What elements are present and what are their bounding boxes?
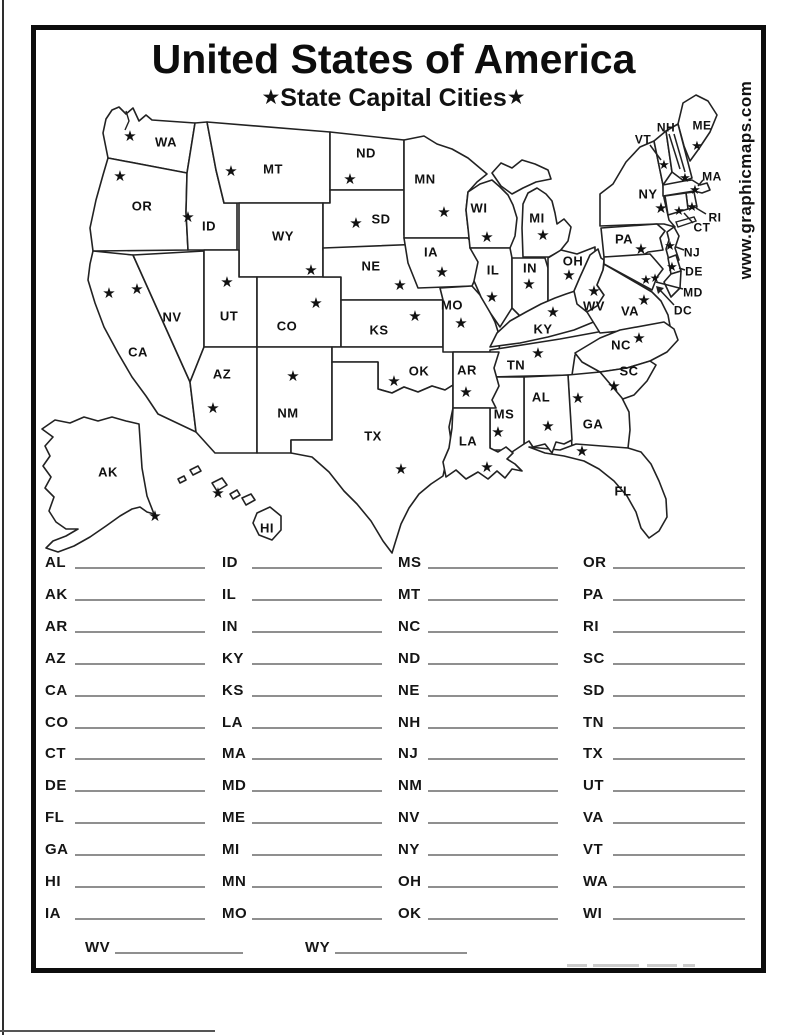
capital-star-icon-MT: ★ bbox=[224, 162, 238, 180]
list-item-OH bbox=[398, 873, 558, 890]
list-item-IN bbox=[222, 618, 382, 635]
state-abbr-label: WA bbox=[583, 873, 609, 890]
state-shape-CO bbox=[257, 277, 341, 347]
capital-star-icon-KS: ★ bbox=[408, 307, 422, 325]
answer-line-TN[interactable] bbox=[613, 727, 745, 729]
answer-line-SC[interactable] bbox=[613, 663, 745, 665]
capital-star-icon-DC: ★ bbox=[649, 271, 661, 285]
state-abbr-label: UT bbox=[583, 777, 604, 794]
list-item-HI bbox=[45, 873, 205, 890]
capital-star-icon-NV: ★ bbox=[130, 280, 144, 298]
capital-star-icon-FL: ★ bbox=[575, 442, 589, 460]
list-item-TN bbox=[583, 714, 745, 731]
state-abbr-label: CO bbox=[45, 714, 69, 731]
capital-star-icon-AL: ★ bbox=[541, 417, 555, 435]
capital-star-icon-IL: ★ bbox=[485, 288, 499, 306]
list-item-MA bbox=[222, 745, 382, 762]
answer-line-VT[interactable] bbox=[613, 854, 745, 856]
capital-star-icon-VT: ★ bbox=[658, 158, 670, 173]
state-abbr-label: NE bbox=[398, 682, 420, 699]
state-label-KY: KY bbox=[533, 321, 553, 337]
answer-line-SD[interactable] bbox=[613, 695, 745, 697]
capital-star-icon-OK: ★ bbox=[387, 372, 401, 390]
state-label-MI: MI bbox=[529, 210, 545, 226]
answer-line-IL[interactable] bbox=[252, 599, 382, 601]
state-label-OR: OR bbox=[131, 198, 153, 214]
state-label-TN: TN bbox=[506, 357, 526, 373]
state-abbr-label: AR bbox=[45, 618, 68, 635]
state-shape-AK bbox=[42, 417, 154, 552]
list-item-MD bbox=[222, 777, 382, 794]
capital-star-icon-AR: ★ bbox=[459, 383, 473, 401]
subtitle-text: State Capital Cities bbox=[280, 84, 507, 112]
list-item-IA bbox=[45, 905, 205, 922]
capital-star-icon-PA: ★ bbox=[634, 240, 648, 258]
capital-star-icon-LA: ★ bbox=[480, 458, 494, 476]
state-abbr-label: IA bbox=[45, 905, 61, 922]
state-abbr-label: DE bbox=[45, 777, 67, 794]
star-icon: ★ bbox=[506, 85, 526, 109]
list-item-NJ bbox=[398, 745, 558, 762]
list-item-SD bbox=[583, 682, 745, 699]
state-abbr-label: PA bbox=[583, 586, 604, 603]
state-label-WV: WV bbox=[583, 298, 605, 314]
state-abbr-label: AZ bbox=[45, 650, 66, 667]
state-abbr-label: NV bbox=[398, 809, 420, 826]
capital-star-icon-ND: ★ bbox=[343, 170, 357, 188]
list-item-MI bbox=[222, 841, 382, 858]
state-label-KS: KS bbox=[369, 322, 389, 338]
list-item-PA bbox=[583, 586, 745, 603]
state-label-AL: AL bbox=[531, 389, 551, 405]
list-item-LA bbox=[222, 714, 382, 731]
scan-smudge bbox=[593, 964, 639, 967]
state-shape-KS bbox=[341, 300, 443, 347]
state-abbr-label: AK bbox=[45, 586, 68, 603]
answer-line-FL[interactable] bbox=[75, 822, 205, 824]
answer-line-IN[interactable] bbox=[252, 631, 382, 633]
answer-line-MA[interactable] bbox=[252, 758, 382, 760]
list-item-IL bbox=[222, 586, 382, 603]
state-abbr-label: OK bbox=[398, 905, 422, 922]
page-title: United States of America bbox=[151, 36, 636, 82]
list-item-WV bbox=[85, 939, 243, 956]
list-item-MN bbox=[222, 873, 382, 890]
state-abbr-label: CA bbox=[45, 682, 68, 699]
capital-star-icon-NY: ★ bbox=[654, 199, 668, 217]
capital-star-icon-NC: ★ bbox=[632, 329, 646, 347]
answer-line-NH[interactable] bbox=[428, 727, 558, 729]
state-label-MT: MT bbox=[263, 161, 283, 177]
answer-line-CO[interactable] bbox=[75, 727, 205, 729]
state-label-AK: AK bbox=[98, 464, 118, 480]
state-label-CA: CA bbox=[128, 344, 148, 360]
state-abbr-label: KS bbox=[222, 682, 244, 699]
state-abbr-label: KY bbox=[222, 650, 244, 667]
capital-star-icon-HI: ★ bbox=[211, 484, 225, 502]
capital-star-icon-ID: ★ bbox=[181, 208, 195, 226]
state-shape-HI bbox=[242, 494, 255, 505]
capital-star-icon-TX: ★ bbox=[394, 460, 408, 478]
answer-line-CT[interactable] bbox=[75, 758, 205, 760]
list-item-TX bbox=[583, 745, 745, 762]
list-item-OK bbox=[398, 905, 558, 922]
state-abbr-label: NJ bbox=[398, 745, 419, 762]
list-item-ND bbox=[398, 650, 558, 667]
answer-line-NJ[interactable] bbox=[428, 758, 558, 760]
list-item-ID bbox=[222, 554, 382, 571]
answer-line-AK[interactable] bbox=[75, 599, 205, 601]
state-abbr-label: MI bbox=[222, 841, 240, 858]
capital-star-icon-WA: ★ bbox=[123, 127, 137, 145]
website-credit: www.graphicmaps.com bbox=[736, 80, 755, 280]
capital-star-icon-VA: ★ bbox=[637, 291, 651, 309]
capital-star-icon-MI: ★ bbox=[536, 226, 550, 244]
capital-star-icon-OR: ★ bbox=[113, 167, 127, 185]
list-item-MO bbox=[222, 905, 382, 922]
list-item-WA bbox=[583, 873, 745, 890]
state-shape-ND bbox=[330, 132, 404, 190]
answer-line-ND[interactable] bbox=[428, 663, 558, 665]
answer-line-AR[interactable] bbox=[75, 631, 205, 633]
capital-star-icon-SD: ★ bbox=[349, 214, 363, 232]
list-item-AK bbox=[45, 586, 205, 603]
answer-line-MD[interactable] bbox=[252, 790, 382, 792]
capital-star-icon-OH: ★ bbox=[562, 266, 576, 284]
state-abbr-label: MO bbox=[222, 905, 248, 922]
list-item-DE bbox=[45, 777, 205, 794]
state-label-SC: SC bbox=[619, 363, 639, 379]
state-label-MD: MD bbox=[683, 285, 703, 300]
capital-star-icon-IN: ★ bbox=[522, 275, 536, 293]
state-shape-AZ bbox=[190, 347, 257, 453]
state-label-ID: ID bbox=[202, 218, 216, 234]
state-abbr-label: LA bbox=[222, 714, 243, 731]
capital-star-icon-MD: ★ bbox=[640, 273, 652, 288]
state-label-NY: NY bbox=[638, 186, 658, 202]
answer-line-RI[interactable] bbox=[613, 631, 745, 633]
list-item-NV bbox=[398, 809, 558, 826]
state-abbr-label: HI bbox=[45, 873, 61, 890]
answer-line-KS[interactable] bbox=[252, 695, 382, 697]
answer-line-ID[interactable] bbox=[252, 567, 382, 569]
state-abbr-label: CT bbox=[45, 745, 66, 762]
list-item-CO bbox=[45, 714, 205, 731]
state-abbr-label: TN bbox=[583, 714, 604, 731]
capital-star-icon-WY: ★ bbox=[304, 261, 318, 279]
state-label-ME: ME bbox=[692, 118, 712, 133]
state-shape-AL bbox=[524, 375, 572, 453]
state-label-CO: CO bbox=[276, 318, 298, 334]
state-label-TX: TX bbox=[364, 428, 382, 444]
capital-star-icon-GA: ★ bbox=[571, 389, 585, 407]
capital-star-icon-UT: ★ bbox=[220, 273, 234, 291]
list-item-NE bbox=[398, 682, 558, 699]
answer-line-HI[interactable] bbox=[75, 886, 205, 888]
state-label-VT: VT bbox=[634, 132, 652, 147]
state-label-VA: VA bbox=[620, 303, 640, 319]
answer-line-NC[interactable] bbox=[428, 631, 558, 633]
state-label-OH: OH bbox=[562, 253, 584, 269]
answer-line-OH[interactable] bbox=[428, 886, 558, 888]
answer-line-MI[interactable] bbox=[252, 854, 382, 856]
capital-star-icon-NE: ★ bbox=[393, 276, 407, 294]
state-abbr-label: MA bbox=[222, 745, 247, 762]
answer-line-UT[interactable] bbox=[613, 790, 745, 792]
state-label-NC: NC bbox=[611, 337, 631, 353]
state-abbr-label: FL bbox=[45, 809, 65, 826]
answer-line-ME[interactable] bbox=[252, 822, 382, 824]
state-label-GA: GA bbox=[582, 416, 604, 432]
answer-line-AL[interactable] bbox=[75, 567, 205, 569]
capital-star-icon-TN: ★ bbox=[531, 344, 545, 362]
list-item-KY bbox=[222, 650, 382, 667]
scan-smudge bbox=[647, 964, 677, 967]
state-label-PA: PA bbox=[614, 231, 634, 247]
state-label-HI: HI bbox=[260, 520, 274, 536]
answer-line-WI[interactable] bbox=[613, 918, 745, 920]
state-abbr-label: AL bbox=[45, 554, 66, 571]
capital-star-icon-DE: ★ bbox=[666, 260, 678, 275]
state-abbr-label: SD bbox=[583, 682, 605, 699]
state-abbr-label: NH bbox=[398, 714, 421, 731]
state-label-IN: IN bbox=[523, 260, 537, 276]
state-label-UT: UT bbox=[219, 308, 239, 324]
state-label-IA: IA bbox=[424, 244, 438, 260]
state-label-RI: RI bbox=[708, 210, 722, 225]
answer-line-MS[interactable] bbox=[428, 567, 558, 569]
answer-line-WV[interactable] bbox=[115, 952, 243, 954]
state-label-WI: WI bbox=[470, 200, 488, 216]
state-abbr-label: SC bbox=[583, 650, 605, 667]
state-abbr-label: MN bbox=[222, 873, 247, 890]
state-abbr-label: MD bbox=[222, 777, 247, 794]
state-label-MS: MS bbox=[493, 406, 515, 422]
capital-star-icon-MO: ★ bbox=[454, 314, 468, 332]
state-abbr-label: ME bbox=[222, 809, 246, 826]
capital-star-icon-NM: ★ bbox=[286, 367, 300, 385]
list-item-VT bbox=[583, 841, 745, 858]
state-label-AR: AR bbox=[457, 362, 477, 378]
capital-star-icon-CT: ★ bbox=[673, 204, 685, 219]
scan-smudge bbox=[567, 964, 587, 967]
capital-star-icon-MS: ★ bbox=[491, 423, 505, 441]
state-abbr-label: IL bbox=[222, 586, 237, 603]
scan-smudge bbox=[683, 964, 695, 967]
state-abbr-label: VT bbox=[583, 841, 604, 858]
state-label-SD: SD bbox=[371, 211, 391, 227]
answer-line-DE[interactable] bbox=[75, 790, 205, 792]
state-label-NV: NV bbox=[162, 309, 182, 325]
capital-star-icon-AK: ★ bbox=[148, 507, 162, 525]
state-label-CT: CT bbox=[693, 220, 711, 235]
list-item-VA bbox=[583, 809, 745, 826]
state-label-MN: MN bbox=[414, 171, 436, 187]
answer-line-NE[interactable] bbox=[428, 695, 558, 697]
state-label-LA: LA bbox=[458, 433, 478, 449]
state-abbr-label: NC bbox=[398, 618, 421, 635]
list-item-CT bbox=[45, 745, 205, 762]
state-label-NM: NM bbox=[277, 405, 299, 421]
capital-star-icon-MN: ★ bbox=[437, 203, 451, 221]
capital-star-icon-AZ: ★ bbox=[206, 399, 220, 417]
answer-line-NV[interactable] bbox=[428, 822, 558, 824]
state-abbr-label: OH bbox=[398, 873, 422, 890]
answer-line-VA[interactable] bbox=[613, 822, 745, 824]
list-item-AZ bbox=[45, 650, 205, 667]
list-item-SC bbox=[583, 650, 745, 667]
answer-line-AZ[interactable] bbox=[75, 663, 205, 665]
state-abbr-label: MS bbox=[398, 554, 422, 571]
state-shape-NM bbox=[257, 347, 332, 453]
capital-star-icon-NH: ★ bbox=[679, 171, 691, 186]
state-abbr-label: NY bbox=[398, 841, 420, 858]
capital-star-icon-IA: ★ bbox=[435, 263, 449, 281]
capital-star-icon-KY: ★ bbox=[546, 303, 560, 321]
answer-line-WA[interactable] bbox=[613, 886, 745, 888]
answer-line-OK[interactable] bbox=[428, 918, 558, 920]
state-abbr-label: ND bbox=[398, 650, 421, 667]
state-label-MO: MO bbox=[441, 297, 463, 313]
state-abbr-label: RI bbox=[583, 618, 599, 635]
capital-star-icon-WV: ★ bbox=[587, 282, 601, 300]
list-item-WY bbox=[305, 939, 467, 956]
state-abbr-label: IN bbox=[222, 618, 238, 635]
list-item-AR bbox=[45, 618, 205, 635]
answer-line-NY[interactable] bbox=[428, 854, 558, 856]
state-label-MA: MA bbox=[702, 169, 722, 184]
state-abbr-label: GA bbox=[45, 841, 69, 858]
list-item-NC bbox=[398, 618, 558, 635]
list-item-WI bbox=[583, 905, 745, 922]
state-label-AZ: AZ bbox=[212, 366, 232, 382]
list-item-KS bbox=[222, 682, 382, 699]
state-abbr-label: WY bbox=[305, 939, 331, 956]
state-label-DC: DC bbox=[673, 303, 693, 318]
list-item-GA bbox=[45, 841, 205, 858]
state-abbr-label: TX bbox=[583, 745, 604, 762]
capital-star-icon-NJ: ★ bbox=[664, 239, 676, 254]
state-shape-HI bbox=[190, 466, 201, 475]
state-abbr-label: VA bbox=[583, 809, 604, 826]
list-item-CA bbox=[45, 682, 205, 699]
list-item-MT bbox=[398, 586, 558, 603]
state-shape-HI bbox=[178, 476, 186, 483]
capital-star-icon-MA: ★ bbox=[689, 183, 701, 198]
list-item-ME bbox=[222, 809, 382, 826]
list-item-NM bbox=[398, 777, 558, 794]
answer-line-KY[interactable] bbox=[252, 663, 382, 665]
answer-line-LA[interactable] bbox=[252, 727, 382, 729]
answer-line-MT[interactable] bbox=[428, 599, 558, 601]
list-item-FL bbox=[45, 809, 205, 826]
state-shape-FL bbox=[529, 444, 667, 538]
state-abbr-label: WI bbox=[583, 905, 603, 922]
state-label-ND: ND bbox=[356, 145, 376, 161]
state-label-DE: DE bbox=[685, 264, 703, 279]
list-item-RI bbox=[583, 618, 745, 635]
answer-line-OR[interactable] bbox=[613, 567, 745, 569]
state-label-FL: FL bbox=[614, 483, 632, 499]
capital-star-icon-WI: ★ bbox=[480, 228, 494, 246]
list-item-MS bbox=[398, 554, 558, 571]
state-label-NH: NH bbox=[656, 120, 676, 135]
answer-line-MO[interactable] bbox=[252, 918, 382, 920]
list-item-AL bbox=[45, 554, 205, 571]
capital-star-icon-CO: ★ bbox=[309, 294, 323, 312]
list-item-NH bbox=[398, 714, 558, 731]
state-label-WA: WA bbox=[155, 134, 177, 150]
answer-line-CA[interactable] bbox=[75, 695, 205, 697]
state-abbr-label: OR bbox=[583, 554, 607, 571]
list-item-NY bbox=[398, 841, 558, 858]
list-item-UT bbox=[583, 777, 745, 794]
state-abbr-label: MT bbox=[398, 586, 421, 603]
state-label-WY: WY bbox=[272, 228, 294, 244]
answer-line-WY[interactable] bbox=[335, 952, 467, 954]
capital-star-icon-SC: ★ bbox=[607, 377, 621, 395]
capital-star-icon-RI: ★ bbox=[686, 200, 698, 215]
state-label-NJ: NJ bbox=[683, 245, 701, 260]
answer-line-MN[interactable] bbox=[252, 886, 382, 888]
state-abbr-label: WV bbox=[85, 939, 111, 956]
state-abbr-label: ID bbox=[222, 554, 238, 571]
answer-line-IA[interactable] bbox=[75, 918, 205, 920]
star-icon: ★ bbox=[261, 85, 281, 109]
state-shape-HI bbox=[230, 490, 240, 499]
answer-line-GA[interactable] bbox=[75, 854, 205, 856]
capital-star-icon-ME: ★ bbox=[691, 139, 703, 154]
state-label-IL: IL bbox=[486, 262, 500, 278]
state-label-NE: NE bbox=[361, 258, 381, 274]
leader-line-NJ bbox=[676, 247, 684, 250]
list-item-OR bbox=[583, 554, 745, 571]
capital-star-icon-CA: ★ bbox=[102, 284, 116, 302]
state-label-OK: OK bbox=[408, 363, 430, 379]
answer-line-PA[interactable] bbox=[613, 599, 745, 601]
answer-line-NM[interactable] bbox=[428, 790, 558, 792]
state-abbr-label: NM bbox=[398, 777, 423, 794]
answer-line-TX[interactable] bbox=[613, 758, 745, 760]
